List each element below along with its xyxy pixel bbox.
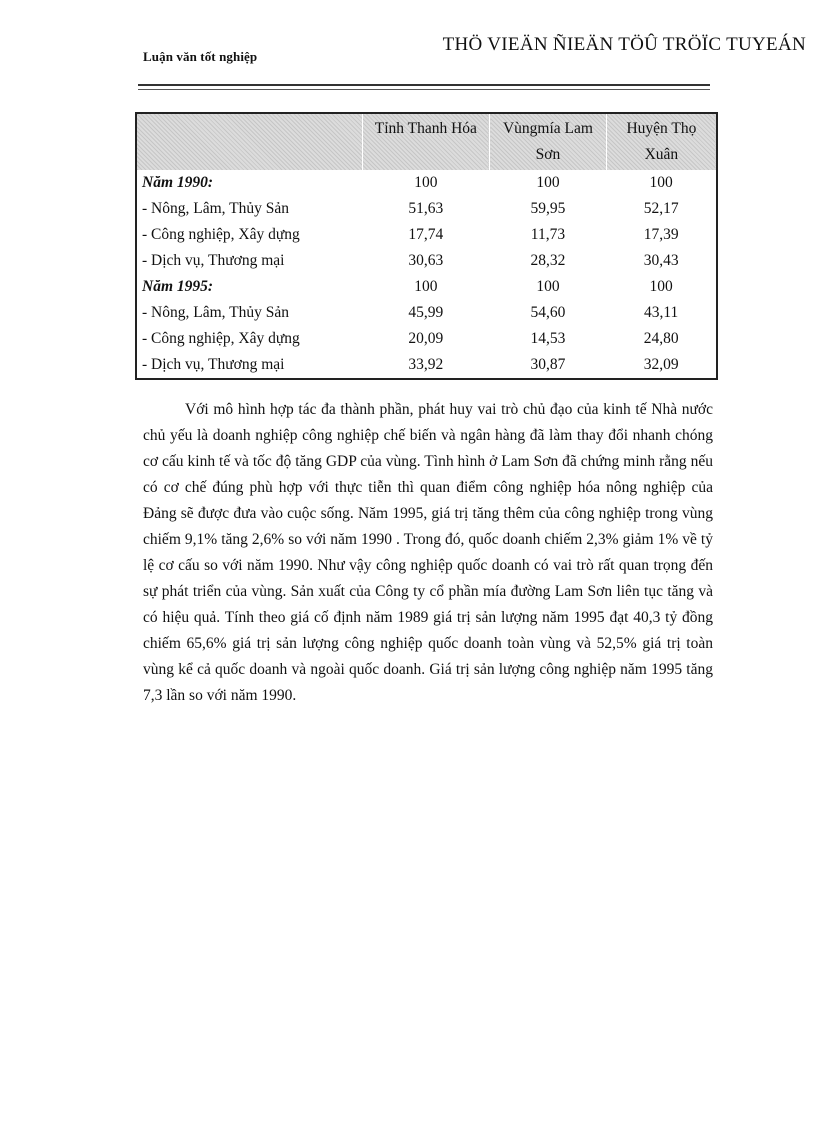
table-row [136,352,717,379]
cell-value: 24,80 [643,330,679,347]
cell-value: 43,11 [643,304,679,321]
cell-value: 100 [536,174,560,191]
body-paragraph-text: Với mô hình hợp tác đa thành phần, phát huy vai trò chủ đạo của kinh tế Nhà nước chủ yếu là doanh nghiệp công nghiệp chế biến và ngân hàng đã làm thay đổi nhanh chóng cơ cấu kinh tế và tốc độ tăng GDP của vùng. Tình hình ở Lam Sơn đã chứng minh rằng nếu có cơ chế đúng phù hợp với thực tiễn thì quan điểm công nghiệp hóa nông nghiệp của Đảng sẽ được đưa vào cuộc sống. Năm 1995, giá trị tăng thêm của công nghiệp trong vùng chiếm 9,1% tăng 2,6% so với năm 1990 . Trong đó, quốc doanh chiếm 2,3% giảm 1% về tỷ lệ cơ cấu so với năm 1990. Như vậy công nghiệp quốc doanh có vai trò rất quan trọng đến sự phát triển của vùng. Sản xuất của Công ty cổ phần mía đường Lam Sơn liên tục tăng và có hiệu quả. Tính theo giá cố định năm 1989 giá trị sản lượng năm 1995 đạt 40,3 tỷ đồng chiếm 65,6% giá trị sản lượng công nghiệp quốc doanh toàn vùng và 52,5% giá trị toàn vùng kể cả quốc doanh và ngoài quốc doanh. Giá trị sản lượng công nghiệp năm 1995 tăng 7,3 lần so với năm 1990. [143,401,713,704]
cell-value: 17,39 [643,226,679,243]
table-row [136,326,717,352]
cell-value: 32,09 [643,356,679,373]
cell-value: 100 [536,278,560,295]
cell-value: 20,09 [408,330,444,347]
cell-value: 100 [414,278,438,295]
table-row [136,222,717,248]
cell-value: 59,95 [530,200,566,217]
cell-value: 17,74 [408,226,444,243]
cell-value: 52,17 [643,200,679,217]
header-rule-thick [138,84,710,86]
table-row [136,274,717,300]
economic-structure-table [135,112,718,380]
cell-value: 51,63 [408,200,444,217]
cell-value: 30,63 [408,252,444,269]
cell-value: 100 [649,278,673,295]
cell-value: 100 [649,174,673,191]
body-paragraph [143,397,713,709]
cell-value: 11,73 [530,226,566,243]
header-rule-thin [138,89,710,90]
cell-value: 28,32 [530,252,566,269]
table-header-lam-son: Vùngmía Lam Sơn [490,113,607,170]
header-right-title: THÖ VIEÄN ÑIEÄN TÖÛ TRÖÏC TUYEÁN [442,34,806,55]
cell-value: 33,92 [408,356,444,373]
cell-value: 14,53 [530,330,566,347]
cell-value: 30,87 [530,356,566,373]
cell-value: 54,60 [530,304,566,321]
header-left-title: Luận văn tốt nghiệp [143,49,258,64]
row-label: - Nông, Lâm, Thủy Sản [142,304,289,321]
table-header-tho-xuan: Huyện Thọ Xuân [606,113,717,170]
cell-value: 100 [414,174,438,191]
row-label: - Công nghiệp, Xây dựng [142,226,300,243]
table-row [136,196,717,222]
row-label: Năm 1995: [142,278,214,295]
cell-value: 45,99 [408,304,444,321]
table-row [136,248,717,274]
table-header-cell-blank [136,113,362,170]
row-label: - Dịch vụ, Thương mại [142,356,285,373]
table-row [136,170,717,196]
row-label: - Dịch vụ, Thương mại [142,252,285,269]
table-header-row [136,113,717,170]
cell-value: 30,43 [643,252,679,269]
row-label: - Nông, Lâm, Thủy Sản [142,200,289,217]
row-label: Năm 1990: [142,174,214,191]
table-row [136,300,717,326]
table-header-thanh-hoa: Tỉnh Thanh Hóa [362,113,490,170]
row-label: - Công nghiệp, Xây dựng [142,330,300,347]
